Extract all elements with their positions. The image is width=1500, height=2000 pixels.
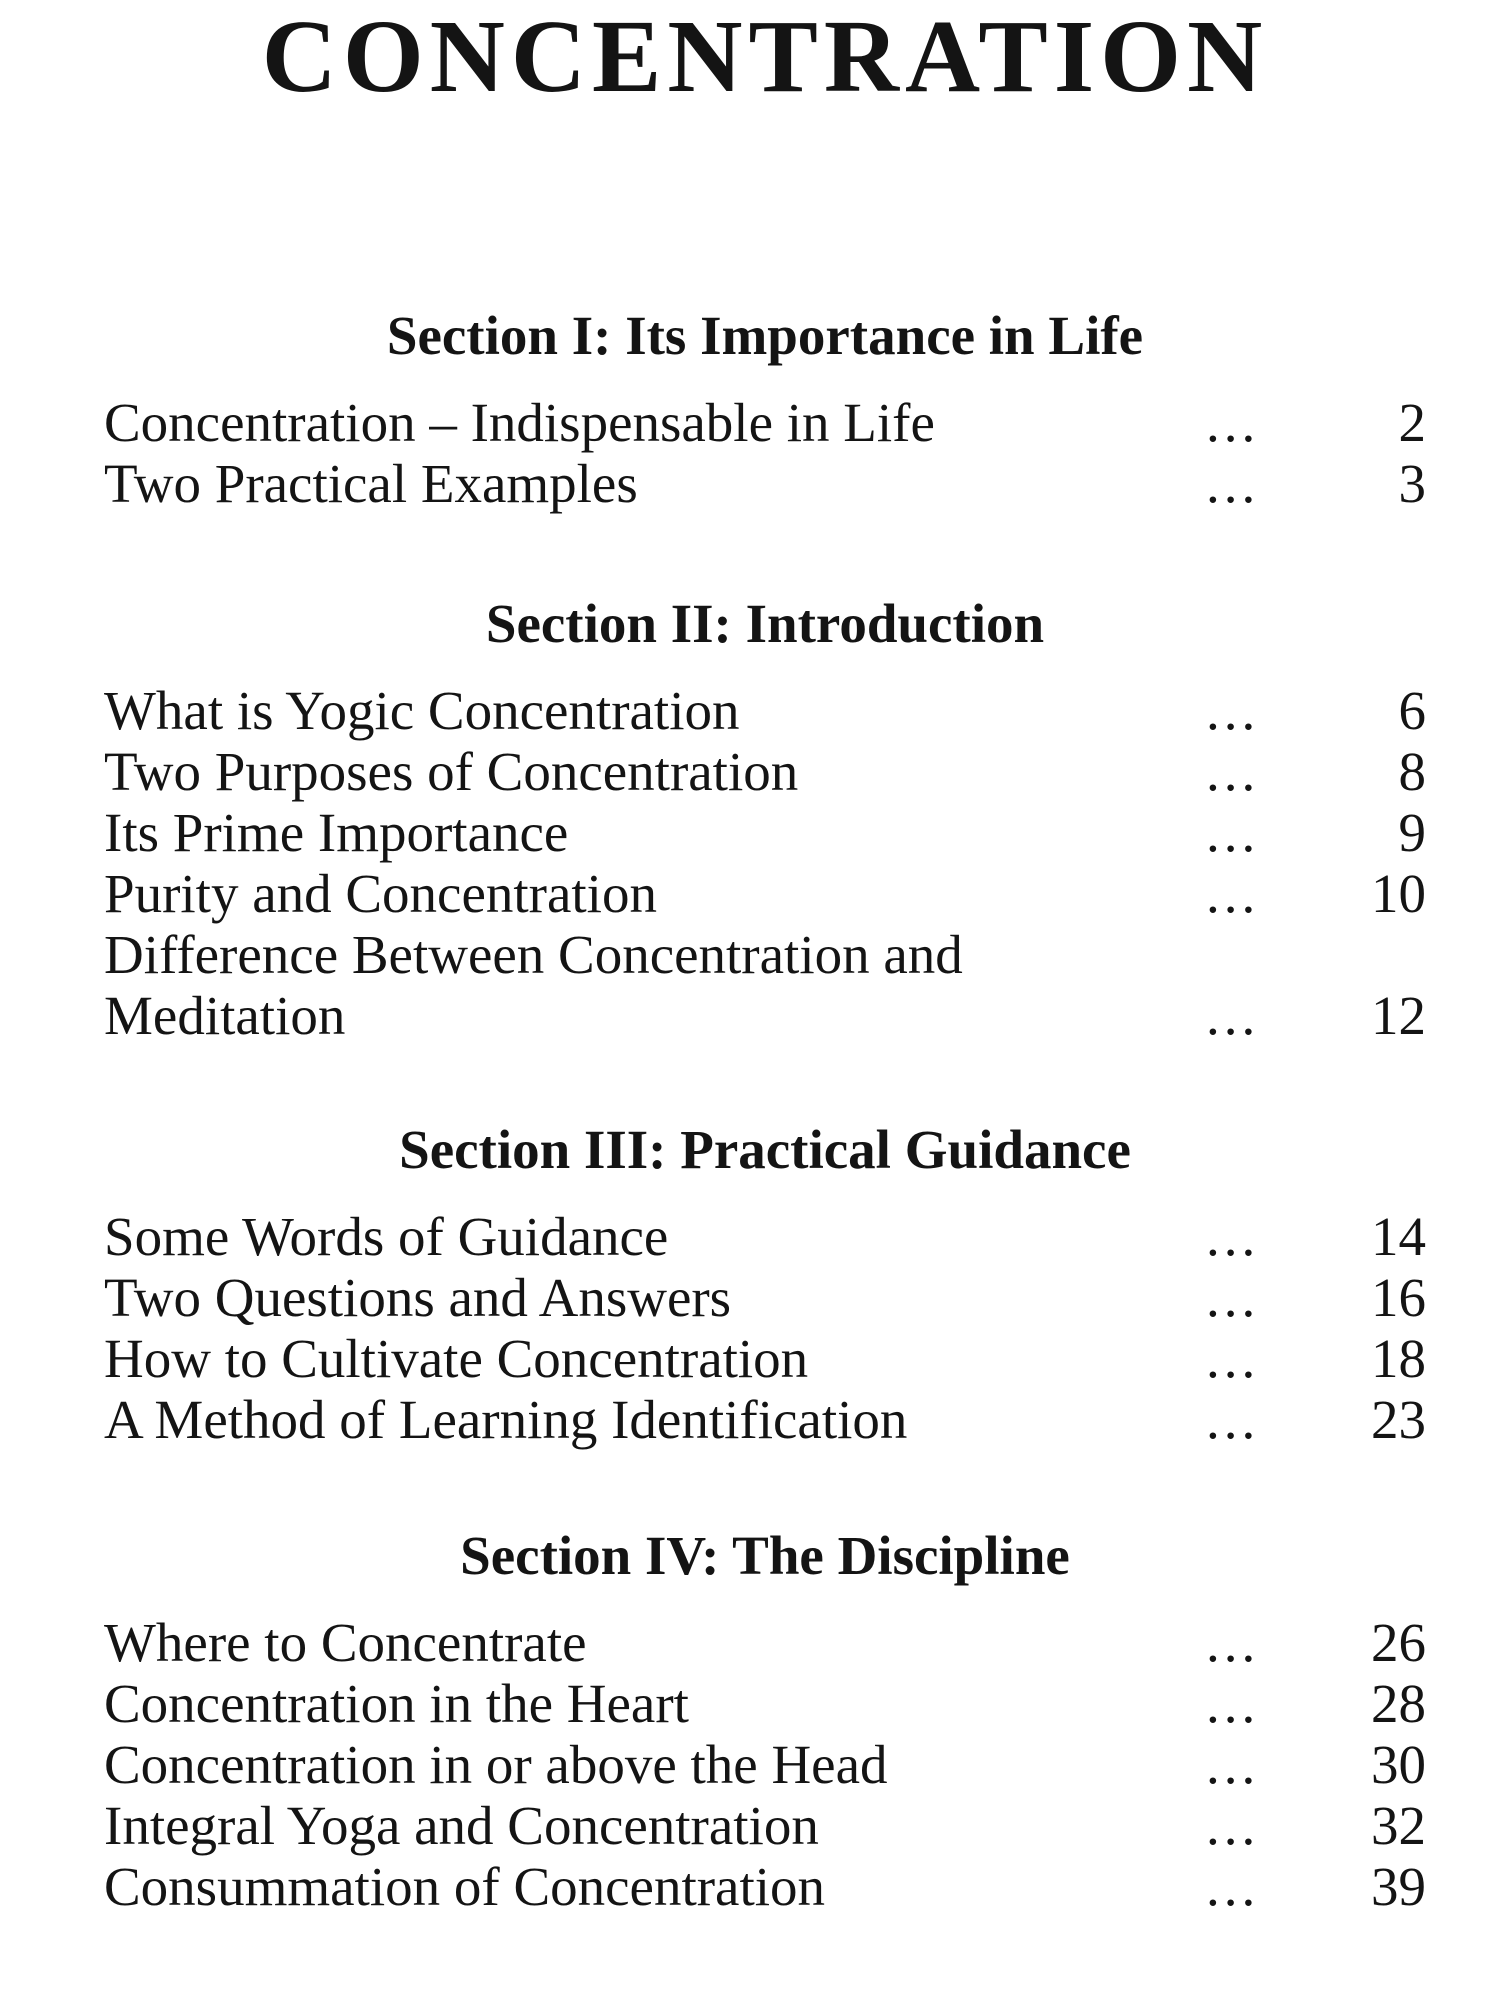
dot-leader: ... [1206, 1673, 1260, 1734]
toc-entry[interactable] [0, 1673, 1500, 1734]
dot-leader: ... [1206, 1389, 1260, 1450]
entry-title: Purity and Concentration [104, 863, 657, 924]
toc-entry[interactable] [0, 1612, 1500, 1673]
page-number: 28 [1371, 1673, 1426, 1734]
dot-leader: ... [1206, 985, 1260, 1046]
section-4 [0, 1518, 1500, 1917]
page-number: 30 [1371, 1734, 1426, 1795]
entry-title: Its Prime Importance [104, 802, 569, 863]
section-heading: Section I: Its Importance in Life [386, 305, 1144, 366]
dot-leader: ... [1206, 1612, 1260, 1673]
toc-entry[interactable] [0, 1734, 1500, 1795]
toc-entry[interactable] [0, 802, 1500, 863]
entry-title: Two Purposes of Concentration [104, 741, 799, 802]
page-number: 12 [1371, 985, 1426, 1046]
toc-list [0, 1206, 1500, 1450]
page-number: 2 [1398, 392, 1426, 453]
toc-entry[interactable] [0, 392, 1500, 453]
toc-entry[interactable] [0, 680, 1500, 741]
entry-title: Some Words of Guidance [104, 1206, 669, 1267]
toc-entry[interactable] [0, 1267, 1500, 1328]
page-number: 9 [1398, 802, 1426, 863]
page-number: 3 [1398, 453, 1426, 514]
section-3 [0, 1112, 1500, 1450]
dot-leader: ... [1206, 1856, 1260, 1917]
entry-title: Integral Yoga and Concentration [104, 1795, 819, 1856]
page-number: 14 [1371, 1206, 1426, 1267]
dot-leader: ... [1206, 680, 1260, 741]
page-number: 8 [1398, 741, 1426, 802]
section-heading: Section III: Practical Guidance [399, 1119, 1131, 1180]
toc-entry[interactable] [0, 453, 1500, 514]
entry-title: Two Practical Examples [104, 453, 638, 514]
dot-leader: ... [1206, 741, 1260, 802]
entry-title: Two Questions and Answers [104, 1267, 732, 1328]
toc-entry[interactable] [0, 863, 1500, 924]
page-number: 18 [1371, 1328, 1426, 1389]
section-heading: Section II: Introduction [485, 593, 1045, 654]
page-number: 26 [1371, 1612, 1426, 1673]
dot-leader: ... [1206, 453, 1260, 514]
section-heading: Section IV: The Discipline [460, 1525, 1070, 1586]
dot-leader: ... [1206, 1328, 1260, 1389]
dot-leader: ... [1206, 1206, 1260, 1267]
page-number: 10 [1371, 863, 1426, 924]
page-number: 16 [1371, 1267, 1426, 1328]
toc-entry[interactable] [0, 1206, 1500, 1267]
entry-title: Consummation of Concentration [104, 1856, 826, 1917]
dot-leader: ... [1206, 1734, 1260, 1795]
page-number: 32 [1371, 1795, 1426, 1856]
toc-list [0, 1612, 1500, 1917]
page-number: 6 [1398, 680, 1426, 741]
entry-title: Concentration – Indispensable in Life [104, 392, 935, 453]
toc-entry[interactable] [0, 1856, 1500, 1917]
section-2 [0, 586, 1500, 1046]
section-1 [0, 298, 1500, 514]
entry-title: Where to Concentrate [104, 1612, 587, 1673]
toc-list [0, 392, 1500, 514]
toc-entry[interactable] [0, 924, 1500, 1046]
dot-leader: ... [1206, 392, 1260, 453]
toc-entry[interactable] [0, 1328, 1500, 1389]
entry-title: How to Cultivate Concentration [104, 1328, 809, 1389]
dot-leader: ... [1206, 1267, 1260, 1328]
page-number: 23 [1371, 1389, 1426, 1450]
dot-leader: ... [1206, 1795, 1260, 1856]
page-number: 39 [1371, 1856, 1426, 1917]
dot-leader: ... [1206, 802, 1260, 863]
entry-title: Concentration in the Heart [104, 1673, 689, 1734]
toc-list [0, 680, 1500, 1046]
entry-title: Concentration in or above the Head [104, 1734, 888, 1795]
entry-title: What is Yogic Concentration [104, 680, 740, 741]
toc-entry[interactable] [0, 741, 1500, 802]
entry-title: A Method of Learning Identification [104, 1389, 908, 1450]
toc-entry[interactable] [0, 1795, 1500, 1856]
book-title: CONCENTRATION [261, 0, 1269, 114]
dot-leader: ... [1206, 863, 1260, 924]
toc-entry[interactable] [0, 1389, 1500, 1450]
entry-title: Difference Between Concentration and Meditation [104, 924, 963, 1046]
